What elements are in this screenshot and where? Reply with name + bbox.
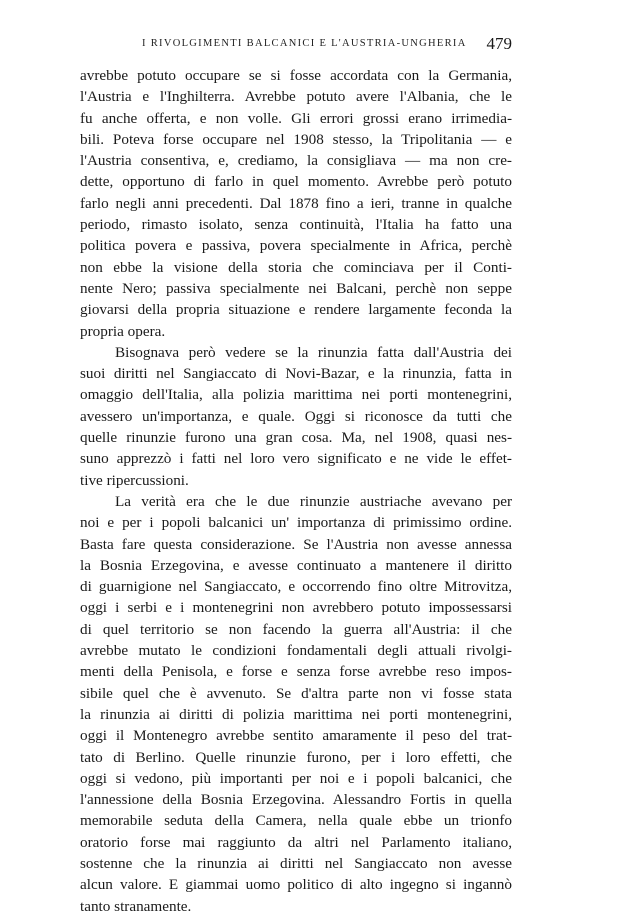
text-line: sibile quel che è avvenuto. Se d'altra parte non vi fosse stata bbox=[80, 684, 512, 702]
text-line: suno apprezzò i fatti nel loro vero significato e ne vide le effet- bbox=[80, 450, 512, 468]
text-line: periodo, rimasto isolato, senza continuità, l'Italia ha fatto una bbox=[80, 216, 512, 234]
running-title: I RIVOLGIMENTI BALCANICI E L'AUSTRIA-UNGHERIA bbox=[142, 38, 467, 49]
text-line: alcun valore. E giammai uomo politico di alto ingegno si ingannò bbox=[80, 876, 512, 894]
text-line: menti della Penisola, e forse e senza forse avrebbe reso impos- bbox=[80, 663, 512, 681]
page-number: 479 bbox=[486, 34, 512, 53]
text-line: oratorio forse mai raggiunto da altri nel Parlamento italiano, bbox=[80, 833, 512, 851]
text-line: la Bosnia Erzegovina, e avesse continuato a mantenere il diritto bbox=[80, 556, 512, 574]
text-line: avrebbe mutato le condizioni fondamentali degli attuali rivolgi- bbox=[80, 642, 512, 660]
text-line: oggi il Montenegro avrebbe sentito amaramente il peso del trat- bbox=[80, 727, 512, 745]
text-line: avrebbe potuto occupare se si fosse accordata con la Germania, bbox=[80, 67, 512, 84]
text-line: l'annessione della Bosnia Erzegovina. Alessandro Fortis in quella bbox=[80, 791, 512, 809]
text-line: farlo negli anni precedenti. Dal 1878 fino a ieri, tranne in qualche bbox=[80, 194, 512, 212]
running-header bbox=[80, 34, 512, 56]
text-line: non ebbe la visione della storia che cominciava per il Conti- bbox=[80, 258, 512, 276]
text-line: oggi i serbi e i montenegrini non avrebbero potuto impossessarsi bbox=[80, 599, 512, 617]
paragraph bbox=[80, 65, 512, 342]
text-line: di quel territorio se non facendo la guerra all'Austria: il che bbox=[80, 620, 512, 638]
text-line: omaggio dell'Italia, alla polizia marittima nei porti montenegrini, bbox=[80, 386, 512, 404]
text-line: oggi si vedono, più importanti per noi e i popoli balcanici, che bbox=[80, 769, 512, 787]
text-line: la rinunzia ai diritti di polizia marittima nei porti montenegrini, bbox=[80, 705, 512, 723]
text-line: noi e per i popoli balcanici un' importanza di primissimo ordine. bbox=[80, 514, 512, 532]
text-line: Basta fare questa considerazione. Se l'Austria non avesse annessa bbox=[80, 535, 512, 553]
text-line: suoi diritti nel Sangiaccato di Novi-Bazar, e la rinunzia, fatta in bbox=[80, 365, 512, 383]
text-line: avessero un'importanza, e quale. Oggi si riconosce da tutti che bbox=[80, 407, 512, 425]
text-line: La verità era che le due rinunzie austriache avevano per bbox=[115, 492, 512, 510]
text-line: giovarsi della propria situazione e rendere largamente feconda la bbox=[80, 301, 512, 319]
text-line: politica povera e passiva, povera specialmente in Africa, perchè bbox=[80, 237, 512, 255]
text-line: di guarnigione nel Sangiaccato, e occorrendo fino oltre Mitrovitza, bbox=[80, 578, 512, 596]
text-line: fu anche offerta, e non volle. Gli errori grossi erano irrimedia- bbox=[80, 109, 512, 127]
text-line: quelle rinunzie furono una gran cosa. Ma, nel 1908, quasi nes- bbox=[80, 429, 512, 447]
text-line: l'Austria e l'Inghilterra. Avrebbe potuto avere l'Albania, che le bbox=[80, 88, 512, 106]
text-line: dette, opportuno di farlo in quel momento. Avrebbe però potuto bbox=[80, 173, 512, 191]
text-line: sostenne che la rinunzia ai diritti nel Sangiaccato non avesse bbox=[80, 854, 512, 872]
text-line: tive ripercussioni. bbox=[80, 471, 189, 489]
text-line: memorabile seduta della Camera, nella quale ebbe un trionfo bbox=[80, 812, 512, 830]
text-line: nente Nero; passiva specialmente nei Balcani, perchè non seppe bbox=[80, 279, 512, 297]
text-line: bili. Poteva forse occupare nel 1908 stesso, la Tripolitania — e bbox=[80, 130, 512, 148]
text-line: tato di Berlino. Quelle rinunzie furono, per i loro effetti, che bbox=[80, 748, 512, 766]
paragraph bbox=[80, 491, 512, 917]
text-line: l'Austria consentiva, e, crediamo, la consigliava — ma non cre- bbox=[80, 152, 512, 170]
paragraph bbox=[80, 342, 512, 491]
text-line: Bisognava però vedere se la rinunzia fatta dall'Austria dei bbox=[115, 343, 512, 361]
text-line: propria opera. bbox=[80, 322, 166, 340]
text-line: tanto stranamente. bbox=[80, 897, 192, 915]
body-text bbox=[80, 65, 512, 917]
